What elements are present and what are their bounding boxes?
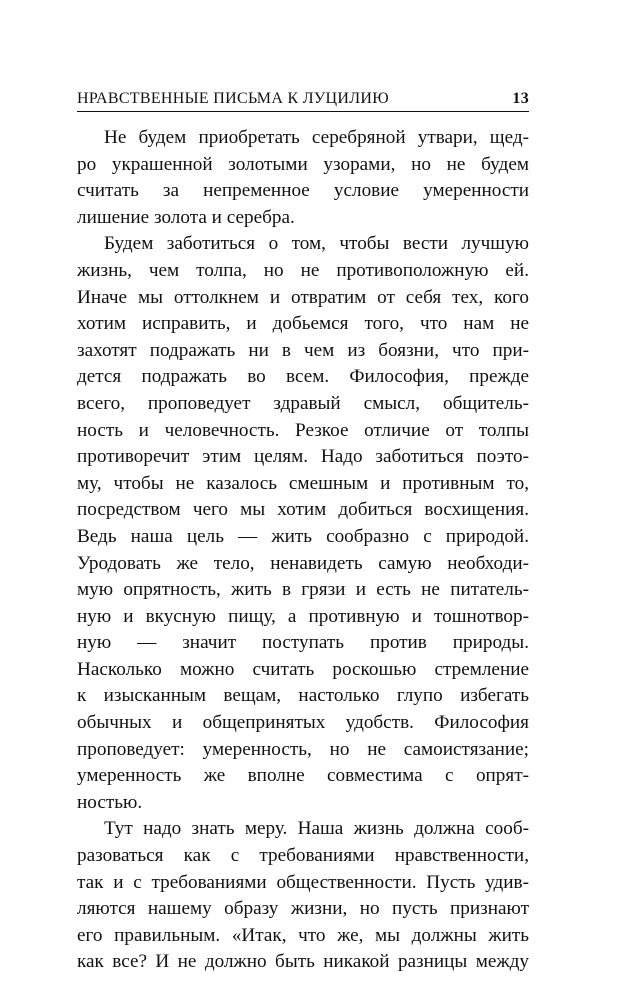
text-line: Ведь наша цель — жить сообразно с природой. (77, 525, 529, 547)
text-line: Иначе мы оттолкнем и отвратим от себя тех, кого (77, 286, 529, 308)
text-line: его правильным. «Итак, что же, мы должны жить (77, 924, 529, 946)
text-line: ро украшенной золотыми узорами, но не будем (77, 153, 529, 175)
text-line: так и с требованиями общественности. Пусть удив- (77, 871, 529, 893)
text-line: всего, проповедует здравый смысл, общитель- (77, 392, 529, 414)
running-title: НРАВСТВЕННЫЕ ПИСЬМА К ЛУЦИЛИЮ (77, 90, 389, 107)
text-line: к изысканным вещам, настолько глупо избегать (77, 685, 529, 707)
text-line: считать за непременное условие умеренности (77, 180, 529, 202)
text-line: му, чтобы не казалось смешным и противным то, (77, 472, 529, 494)
text-line: противоречит этим целям. Надо заботиться поэто- (77, 446, 529, 468)
text-line: Будем заботиться о том, чтобы вести лучшую (104, 233, 529, 255)
page-body (77, 125, 529, 976)
text-line: жизнь, чем толпа, но не противоположную ей. (77, 259, 529, 281)
text-line: Тут надо знать меру. Наша жизнь должна сооб- (104, 818, 529, 840)
text-line: ность и человечность. Резкое отличие от толпы (77, 419, 529, 441)
text-line: захотят подражать ни в чем из боязни, что при- (77, 339, 529, 361)
text-line: дется подражать во всем. Философия, прежде (77, 366, 529, 388)
text-line: хотим исправить, и добьемся того, что нам не (77, 313, 529, 335)
running-head (77, 82, 529, 108)
text-line: проповедует: умеренность, но не самоистязание; (77, 738, 529, 760)
text-line: мую опрятность, жить в грязи и есть не питатель- (77, 579, 529, 601)
text-line: Уродовать же тело, ненавидеть самую необходи- (77, 552, 529, 574)
header-rule (77, 111, 529, 112)
text-line: ностью. (77, 791, 143, 813)
text-line: посредством чего мы хотим добиться восхищения. (77, 499, 529, 521)
text-line: обычных и общепринятых удобств. Философия (77, 712, 529, 734)
text-line: Насколько можно считать роскошью стремление (77, 658, 529, 680)
text-line: лишение золота и серебра. (77, 206, 295, 228)
text-line: Не будем приобретать серебряной утвари, щед- (104, 127, 529, 148)
text-line: ляются нашему образу жизни, но пусть признают (77, 898, 529, 920)
text-line: как все? И не должно быть никакой разницы между (77, 951, 529, 973)
text-line: умеренность же вполне совместима с опрят- (77, 765, 529, 787)
text-line: разоваться как с требованиями нравственности, (77, 845, 529, 867)
page-number: 13 (512, 90, 529, 107)
paragraph (77, 231, 529, 816)
text-line: ную и вкусную пищу, а противную и тошнотвор- (77, 605, 529, 627)
paragraph (77, 816, 529, 976)
text-line: ную — значит поступать против природы. (77, 632, 529, 654)
paragraph (77, 125, 529, 231)
